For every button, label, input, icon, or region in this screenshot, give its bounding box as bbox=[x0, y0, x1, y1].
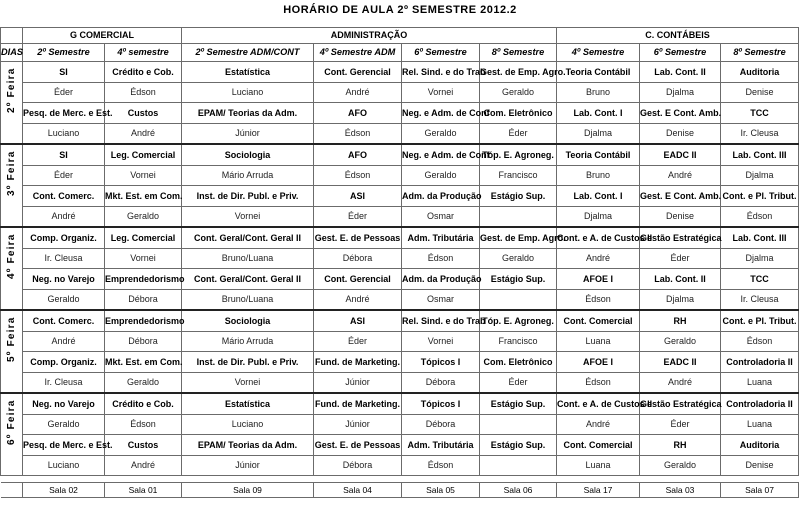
teacher-cell: Francisco bbox=[480, 166, 557, 186]
dias-label: DIAS bbox=[1, 44, 23, 62]
subject-cell: Tópicos I bbox=[402, 352, 480, 373]
column-header-row bbox=[1, 44, 799, 62]
subject-cell: Estágio Sup. bbox=[480, 269, 557, 290]
teacher-cell: Édson bbox=[105, 415, 182, 435]
teacher-cell: André bbox=[23, 207, 105, 228]
teacher-cell: Débora bbox=[105, 290, 182, 311]
teacher-cell: Djalma bbox=[640, 290, 721, 311]
group-header-row bbox=[1, 28, 799, 44]
teacher-row bbox=[1, 373, 799, 394]
teacher-cell: André bbox=[105, 456, 182, 476]
subject-cell: Cont. Comerc. bbox=[23, 186, 105, 207]
subject-cell: Gest. E Cont. Amb. bbox=[640, 103, 721, 124]
subject-cell: Adm. da Produção bbox=[402, 269, 480, 290]
teacher-cell: Geraldo bbox=[402, 166, 480, 186]
teacher-cell: Geraldo bbox=[23, 415, 105, 435]
subject-cell: Cont. Gerencial bbox=[314, 269, 402, 290]
room-cell: Sala 05 bbox=[402, 483, 480, 498]
subject-cell: SI bbox=[23, 62, 105, 83]
subject-cell: Gestão Estratégica bbox=[640, 227, 721, 249]
subject-cell: Gest. de Emp. Agro. bbox=[480, 62, 557, 83]
subject-cell: Adm. Tributária bbox=[402, 435, 480, 456]
subject-cell: Pesq. de Merc. e Est. bbox=[23, 103, 105, 124]
teacher-cell: Geraldo bbox=[105, 373, 182, 394]
subject-cell: SI bbox=[23, 144, 105, 166]
subject-cell: Rel. Sind. e do Trab bbox=[402, 310, 480, 332]
subject-row bbox=[1, 103, 799, 124]
day-label-text: 6º Feira bbox=[6, 399, 17, 445]
room-cell: Sala 03 bbox=[640, 483, 721, 498]
teacher-cell: Vornei bbox=[105, 249, 182, 269]
subject-cell: Lab. Cont. III bbox=[721, 144, 799, 166]
subject-cell: Fund. de Marketing. bbox=[314, 352, 402, 373]
column-header: 2º Semestre ADM/CONT bbox=[182, 44, 314, 62]
teacher-cell: Édson bbox=[105, 83, 182, 103]
teacher-cell: Éder bbox=[314, 207, 402, 228]
subject-cell: Gest. de Emp. Agro. bbox=[480, 227, 557, 249]
teacher-cell: Júnior bbox=[182, 456, 314, 476]
subject-cell: Com. Eletrônico bbox=[480, 103, 557, 124]
subject-cell: Gest. E Cont. Amb. bbox=[640, 186, 721, 207]
teacher-cell bbox=[480, 290, 557, 311]
teacher-cell: Denise bbox=[640, 207, 721, 228]
subject-cell: TCC bbox=[721, 103, 799, 124]
subject-cell: Custos bbox=[105, 435, 182, 456]
subject-cell: Com. Eletrônico bbox=[480, 352, 557, 373]
teacher-cell: Éder bbox=[640, 249, 721, 269]
subject-row bbox=[1, 144, 799, 166]
subject-cell: Tóp. E. Agroneg. bbox=[480, 310, 557, 332]
subject-row bbox=[1, 269, 799, 290]
subject-cell: Estágio Sup. bbox=[480, 435, 557, 456]
teacher-cell: Bruno/Luana bbox=[182, 249, 314, 269]
teacher-row bbox=[1, 207, 799, 228]
subject-cell: Estatística bbox=[182, 62, 314, 83]
subject-cell: Lab. Cont. I bbox=[557, 186, 640, 207]
teacher-cell: Débora bbox=[402, 373, 480, 394]
subject-cell: Neg. e Adm. de Conf bbox=[402, 144, 480, 166]
spacer-row bbox=[1, 476, 799, 483]
subject-cell: Leg. Comercial bbox=[105, 227, 182, 249]
room-cell: Sala 02 bbox=[23, 483, 105, 498]
teacher-cell: Luciano bbox=[23, 456, 105, 476]
teacher-cell: Geraldo bbox=[480, 249, 557, 269]
teacher-cell: Luciano bbox=[23, 124, 105, 145]
teacher-cell bbox=[480, 207, 557, 228]
subject-cell: Teoria Contábil bbox=[557, 144, 640, 166]
teacher-cell: Édson bbox=[557, 373, 640, 394]
subject-row bbox=[1, 227, 799, 249]
subject-cell: Cont. Geral/Cont. Geral II bbox=[182, 269, 314, 290]
teacher-cell: Geraldo bbox=[480, 83, 557, 103]
teacher-cell: Bruno bbox=[557, 166, 640, 186]
day-label-text: 5º Feira bbox=[6, 316, 17, 362]
teacher-cell: Ir. Cleusa bbox=[721, 124, 799, 145]
teacher-cell bbox=[480, 456, 557, 476]
column-header: 4º Semestre ADM bbox=[314, 44, 402, 62]
teacher-cell: Luana bbox=[721, 373, 799, 394]
subject-cell: Comp. Organiz. bbox=[23, 352, 105, 373]
day-label bbox=[1, 227, 23, 310]
teacher-cell: Júnior bbox=[182, 124, 314, 145]
teacher-cell: Débora bbox=[314, 456, 402, 476]
subject-cell: Gest. E. de Pessoas bbox=[314, 227, 402, 249]
subject-cell: Auditoria bbox=[721, 435, 799, 456]
room-cell: Sala 09 bbox=[182, 483, 314, 498]
group-header: G COMERCIAL bbox=[23, 28, 182, 44]
teacher-row bbox=[1, 415, 799, 435]
subject-cell: Lab. Cont. III bbox=[721, 227, 799, 249]
subject-row bbox=[1, 393, 799, 415]
subject-cell: Cont. Comerc. bbox=[23, 310, 105, 332]
teacher-cell: Édson bbox=[557, 290, 640, 311]
room-cell: Sala 07 bbox=[721, 483, 799, 498]
teacher-cell: Mário Arruda bbox=[182, 166, 314, 186]
subject-cell: Adm. da Produção bbox=[402, 186, 480, 207]
subject-cell: ASI bbox=[314, 310, 402, 332]
column-header: 2º Semestre bbox=[23, 44, 105, 62]
teacher-cell: Luciano bbox=[182, 415, 314, 435]
subject-cell: Cont. Comercial bbox=[557, 310, 640, 332]
subject-cell: AFO bbox=[314, 144, 402, 166]
subject-cell: Cont. e Pl. Tribut. bbox=[721, 310, 799, 332]
subject-cell: Adm. Tributária bbox=[402, 227, 480, 249]
teacher-cell: Geraldo bbox=[640, 332, 721, 352]
teacher-cell: André bbox=[105, 124, 182, 145]
teacher-row bbox=[1, 332, 799, 352]
teacher-row bbox=[1, 124, 799, 145]
column-header: 4º semestre bbox=[105, 44, 182, 62]
day-label-text: 4º Feira bbox=[6, 233, 17, 279]
day-label bbox=[1, 393, 23, 476]
subject-cell: EADC II bbox=[640, 352, 721, 373]
subject-cell: Lab. Cont. II bbox=[640, 269, 721, 290]
subject-cell: Estágio Sup. bbox=[480, 186, 557, 207]
teacher-cell: Geraldo bbox=[23, 290, 105, 311]
teacher-cell: Geraldo bbox=[105, 207, 182, 228]
column-header: 6º Semestre bbox=[402, 44, 480, 62]
subject-cell: Neg. no Varejo bbox=[23, 393, 105, 415]
subject-cell: Tópicos I bbox=[402, 393, 480, 415]
subject-cell: RH bbox=[640, 310, 721, 332]
corner-cell bbox=[1, 28, 23, 44]
teacher-cell: Vornei bbox=[402, 332, 480, 352]
subject-cell: Cont. Comercial bbox=[557, 435, 640, 456]
teacher-cell: Denise bbox=[721, 456, 799, 476]
subject-cell: Fund. de Marketing. bbox=[314, 393, 402, 415]
teacher-cell: Éder bbox=[480, 124, 557, 145]
column-header: 8º Semestre bbox=[480, 44, 557, 62]
teacher-cell: Débora bbox=[402, 415, 480, 435]
subject-cell: Emprendedorismo bbox=[105, 310, 182, 332]
teacher-cell: Denise bbox=[640, 124, 721, 145]
teacher-cell: Vornei bbox=[105, 166, 182, 186]
subject-cell: ASI bbox=[314, 186, 402, 207]
column-header: 4º Semestre bbox=[557, 44, 640, 62]
teacher-cell: Francisco bbox=[480, 332, 557, 352]
teacher-cell: Luana bbox=[721, 415, 799, 435]
teacher-cell: Édson bbox=[721, 332, 799, 352]
teacher-cell: Vornei bbox=[402, 83, 480, 103]
column-header: 8º Semestre bbox=[721, 44, 799, 62]
teacher-cell: André bbox=[23, 332, 105, 352]
teacher-cell: André bbox=[557, 415, 640, 435]
subject-cell: Cont. Geral/Cont. Geral II bbox=[182, 227, 314, 249]
subject-row bbox=[1, 186, 799, 207]
subject-cell: Auditoria bbox=[721, 62, 799, 83]
subject-cell: Teoria Contábil bbox=[557, 62, 640, 83]
subject-cell: Mkt. Est. em Com. bbox=[105, 352, 182, 373]
room-cell: Sala 06 bbox=[480, 483, 557, 498]
page-title: HORÁRIO DE AULA 2º SEMESTRE 2012.2 bbox=[283, 4, 517, 16]
subject-cell: Neg. e Adm. de Conf bbox=[402, 103, 480, 124]
subject-cell: Controladoria II bbox=[721, 352, 799, 373]
teacher-cell: Éder bbox=[314, 332, 402, 352]
teacher-cell: Mário Arruda bbox=[182, 332, 314, 352]
teacher-row bbox=[1, 456, 799, 476]
teacher-cell: Denise bbox=[721, 83, 799, 103]
subject-cell: Crédito e Cob. bbox=[105, 393, 182, 415]
teacher-cell: Luana bbox=[557, 456, 640, 476]
subject-cell: RH bbox=[640, 435, 721, 456]
teacher-cell: André bbox=[640, 373, 721, 394]
subject-cell: Cont. Gerencial bbox=[314, 62, 402, 83]
day-label bbox=[1, 310, 23, 393]
teacher-cell: Djalma bbox=[640, 83, 721, 103]
teacher-cell: Vornei bbox=[182, 207, 314, 228]
column-header: 6º Semestre bbox=[640, 44, 721, 62]
subject-cell: Rel. Sind. e do Trab bbox=[402, 62, 480, 83]
subject-cell: Cont. e Pl. Tribut. bbox=[721, 186, 799, 207]
subject-row bbox=[1, 352, 799, 373]
teacher-cell: Ir. Cleusa bbox=[721, 290, 799, 311]
subject-cell: Mkt. Est. em Com. bbox=[105, 186, 182, 207]
day-label bbox=[1, 144, 23, 227]
subject-cell: EPAM/ Teorias da Adm. bbox=[182, 435, 314, 456]
teacher-cell: Édson bbox=[402, 249, 480, 269]
subject-cell: EPAM/ Teorias da Adm. bbox=[182, 103, 314, 124]
teacher-cell: Djalma bbox=[557, 207, 640, 228]
subject-cell: Custos bbox=[105, 103, 182, 124]
schedule-table bbox=[0, 27, 799, 498]
subject-cell: AFOE I bbox=[557, 352, 640, 373]
teacher-cell: Édson bbox=[314, 166, 402, 186]
teacher-cell: Luciano bbox=[182, 83, 314, 103]
subject-cell: Lab. Cont. I bbox=[557, 103, 640, 124]
teacher-cell: Ir. Cleusa bbox=[23, 373, 105, 394]
subject-cell: EADC II bbox=[640, 144, 721, 166]
subject-cell: Emprendedorismo bbox=[105, 269, 182, 290]
teacher-row bbox=[1, 249, 799, 269]
room-cell: Sala 04 bbox=[314, 483, 402, 498]
group-header: ADMINISTRAÇÃO bbox=[182, 28, 557, 44]
subject-cell: Controladoria II bbox=[721, 393, 799, 415]
subject-row bbox=[1, 435, 799, 456]
room-row-corner bbox=[1, 483, 23, 498]
subject-cell: AFO bbox=[314, 103, 402, 124]
room-row bbox=[1, 483, 799, 498]
teacher-cell: Osmar bbox=[402, 290, 480, 311]
subject-cell: AFOE I bbox=[557, 269, 640, 290]
teacher-cell: André bbox=[557, 249, 640, 269]
teacher-row bbox=[1, 166, 799, 186]
teacher-cell: Júnior bbox=[314, 373, 402, 394]
subject-cell: Gestão Estratégica bbox=[640, 393, 721, 415]
teacher-cell: Bruno/Luana bbox=[182, 290, 314, 311]
room-cell: Sala 01 bbox=[105, 483, 182, 498]
teacher-cell: Éder bbox=[480, 373, 557, 394]
teacher-cell: Júnior bbox=[314, 415, 402, 435]
subject-cell: Inst. de Dir. Publ. e Priv. bbox=[182, 352, 314, 373]
teacher-cell: Débora bbox=[314, 249, 402, 269]
subject-cell: Inst. de Dir. Publ. e Priv. bbox=[182, 186, 314, 207]
teacher-cell: Geraldo bbox=[402, 124, 480, 145]
subject-cell: Comp. Organiz. bbox=[23, 227, 105, 249]
teacher-cell: Djalma bbox=[721, 249, 799, 269]
subject-cell: Lab. Cont. II bbox=[640, 62, 721, 83]
teacher-cell: André bbox=[640, 166, 721, 186]
subject-cell: Cont. e A. de Custos II bbox=[557, 393, 640, 415]
subject-cell: Leg. Comercial bbox=[105, 144, 182, 166]
teacher-cell: Luana bbox=[557, 332, 640, 352]
group-header: C. CONTÁBEIS bbox=[557, 28, 799, 44]
subject-cell: Estágio Sup. bbox=[480, 393, 557, 415]
teacher-cell: André bbox=[314, 290, 402, 311]
subject-row bbox=[1, 310, 799, 332]
subject-cell: Crédito e Cob. bbox=[105, 62, 182, 83]
teacher-cell: Débora bbox=[105, 332, 182, 352]
subject-cell: Cont. e A. de Custos II bbox=[557, 227, 640, 249]
subject-cell: Sociologia bbox=[182, 144, 314, 166]
room-cell: Sala 17 bbox=[557, 483, 640, 498]
subject-cell: Neg. no Varejo bbox=[23, 269, 105, 290]
teacher-cell: Éder bbox=[23, 166, 105, 186]
day-label bbox=[1, 62, 23, 145]
subject-cell: Sociologia bbox=[182, 310, 314, 332]
spacer-cell bbox=[1, 476, 799, 483]
subject-cell: Gest. E. de Pessoas bbox=[314, 435, 402, 456]
teacher-cell: Éder bbox=[23, 83, 105, 103]
teacher-cell: Vornei bbox=[182, 373, 314, 394]
day-label-text: 3º Feira bbox=[6, 150, 17, 196]
teacher-cell: Éder bbox=[640, 415, 721, 435]
subject-row bbox=[1, 62, 799, 83]
teacher-cell: Édson bbox=[402, 456, 480, 476]
teacher-cell: Édson bbox=[314, 124, 402, 145]
teacher-cell: Djalma bbox=[557, 124, 640, 145]
subject-cell: TCC bbox=[721, 269, 799, 290]
teacher-cell bbox=[480, 415, 557, 435]
teacher-cell: Geraldo bbox=[640, 456, 721, 476]
subject-cell: Estatística bbox=[182, 393, 314, 415]
teacher-cell: Ir. Cleusa bbox=[23, 249, 105, 269]
teacher-cell: André bbox=[314, 83, 402, 103]
teacher-cell: Djalma bbox=[721, 166, 799, 186]
day-label-text: 2º Feira bbox=[6, 67, 17, 113]
subject-cell: Pesq. de Merc. e Est. bbox=[23, 435, 105, 456]
teacher-row bbox=[1, 290, 799, 311]
teacher-cell: Édson bbox=[721, 207, 799, 228]
teacher-cell: Bruno bbox=[557, 83, 640, 103]
subject-cell: Tóp. E. Agroneg. bbox=[480, 144, 557, 166]
teacher-row bbox=[1, 83, 799, 103]
teacher-cell: Osmar bbox=[402, 207, 480, 228]
